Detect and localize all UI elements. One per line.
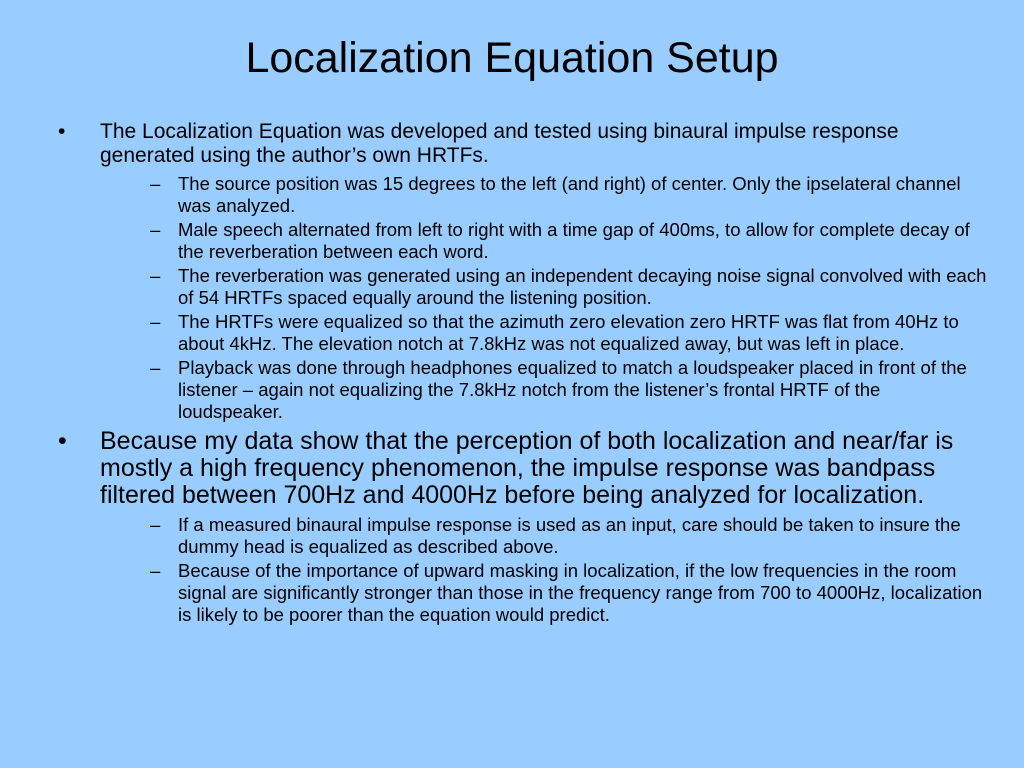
sub-bullet-text: Playback was done through headphones equalized to match a loudspeaker placed in front of the listener – again not equalizing the 7.8kHz notch from the listener’s frontal HRTF of the loudspeaker. bbox=[178, 357, 967, 422]
sub-bullet-list bbox=[144, 514, 983, 626]
sub-bullet-text: If a measured binaural impulse response is used as an input, care should be taken to insure the dummy head is equalized as described above. bbox=[178, 514, 961, 557]
sub-bullet-text: Because of the importance of upward masking in localization, if the low frequencies in the room signal are significantly stronger than those in the frequency range from 700 to 4000Hz, localization is likely to be poorer than the equation would predict. bbox=[178, 560, 983, 625]
sub-bullet-marker: – bbox=[150, 357, 161, 378]
sub-bullet-text: Male speech alternated from left to right with a time gap of 400ms, to allow for complete decay of the reverberation between each word. bbox=[178, 219, 970, 262]
sub-bullet-marker: – bbox=[150, 219, 161, 240]
bullet-marker: • bbox=[58, 427, 67, 455]
sub-bullet-item bbox=[144, 219, 990, 263]
slide-title: Localization Equation Setup bbox=[245, 34, 779, 82]
sub-bullet-item bbox=[144, 173, 990, 217]
bullet-text: Because my data show that the perception of both localization and near/far is mostly a high frequency phenomenon, the impulse response was bandpass filtered between 700Hz and 4000Hz before being analyzed for localization. bbox=[100, 427, 954, 509]
sub-bullet-marker: – bbox=[150, 560, 161, 581]
sub-bullet-item bbox=[144, 514, 990, 558]
bullet-item bbox=[56, 120, 987, 423]
sub-bullet-text: The reverberation was generated using an independent decaying noise signal convolved with each of 54 HRTFs spaced equally around the listening position. bbox=[178, 265, 987, 308]
sub-bullet-text: The HRTFs were equalized so that the azimuth zero elevation zero HRTF was flat from 40Hz to about 4kHz. The elevation notch at 7.8kHz was not equalized away, but was left in place. bbox=[178, 311, 959, 354]
sub-bullet-item bbox=[144, 357, 990, 423]
sub-bullet-item bbox=[144, 560, 990, 626]
sub-bullet-marker: – bbox=[150, 311, 161, 332]
sub-bullet-item bbox=[144, 311, 990, 355]
bullet-marker: • bbox=[58, 120, 66, 143]
sub-bullet-list bbox=[144, 173, 987, 423]
bullet-item bbox=[56, 427, 983, 626]
sub-bullet-item bbox=[144, 265, 990, 309]
sub-bullet-marker: – bbox=[150, 265, 161, 286]
sub-bullet-text: The source position was 15 degrees to the left (and right) of center. Only the ipselateral channel was analyzed. bbox=[178, 173, 961, 216]
slide-content bbox=[56, 120, 987, 628]
sub-bullet-marker: – bbox=[150, 173, 161, 194]
sub-bullet-marker: – bbox=[150, 514, 161, 535]
bullet-text: The Localization Equation was developed and tested using binaural impulse response generated using the author’s own HRTFs. bbox=[100, 120, 899, 167]
